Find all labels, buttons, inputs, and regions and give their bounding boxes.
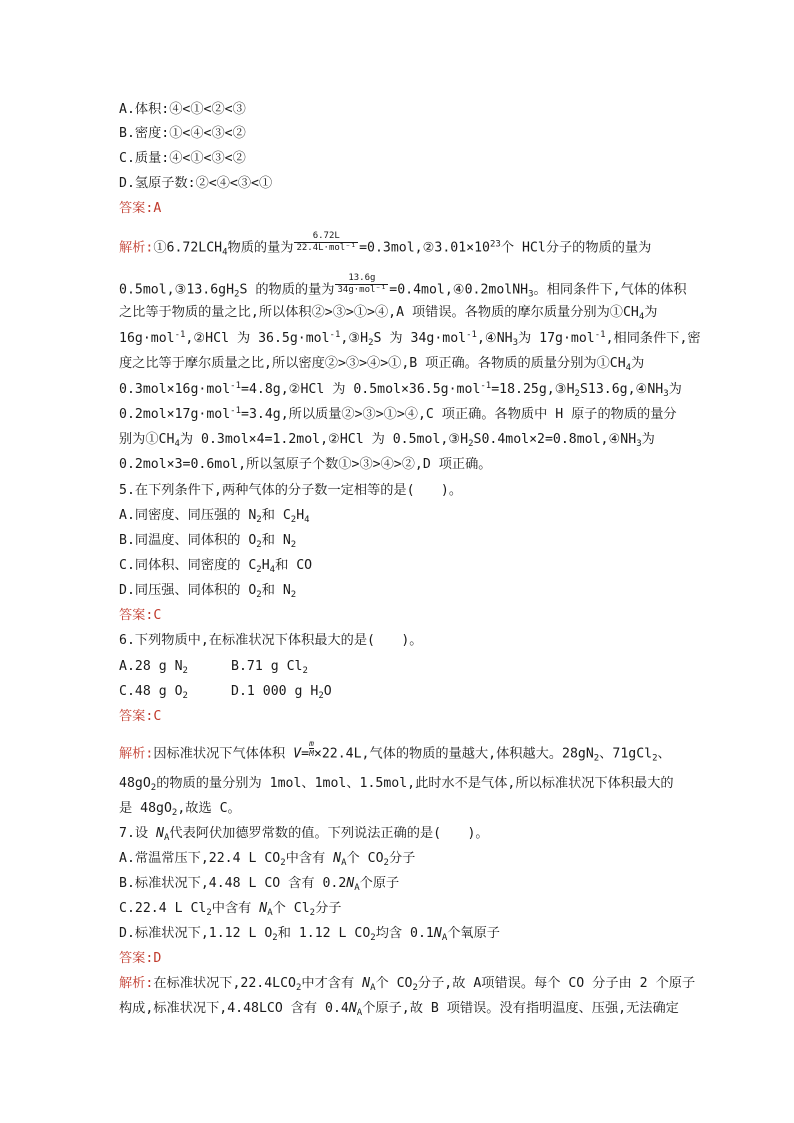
- text: 均含 0.1: [375, 926, 434, 941]
- fraction-denominator: M: [309, 749, 314, 758]
- subscript: 2: [290, 590, 297, 600]
- subscript: 4: [222, 247, 228, 258]
- subscript: 3: [663, 389, 669, 399]
- q6-option-d: [231, 684, 332, 699]
- text: 0.2mol×17g·mol: [119, 407, 231, 422]
- text: 为: [644, 305, 658, 320]
- text: N: [333, 851, 342, 866]
- q6-explanation-line: [119, 774, 674, 794]
- text: ,②HCl 为 36.5g·mol: [185, 331, 330, 346]
- text: 中才含有: [301, 976, 363, 991]
- q5-option-a: [119, 506, 310, 526]
- subscript: 4: [625, 363, 632, 373]
- q6-explanation-line: [119, 739, 671, 765]
- answer-value: C: [153, 709, 162, 724]
- text: A.28 g N: [119, 659, 183, 674]
- text: N: [346, 876, 355, 891]
- text: 的物质的量分别为 1mol、1mol、1.5mol,此时水不是气体,所以标准状况下体积最大的: [156, 776, 674, 791]
- q4-explanation-line: [119, 430, 655, 450]
- q7-answer: [119, 949, 161, 969]
- subscript: 2: [171, 808, 178, 818]
- text: =0.3mol,②3.01×10: [359, 240, 490, 256]
- q5-option-d: [119, 581, 296, 601]
- text: C.48 g O: [119, 684, 183, 699]
- superscript: -1: [174, 330, 186, 340]
- subscript: 4: [304, 515, 310, 525]
- text: 度之比等于摩尔质量之比,所以密度②>③>④>①,B 项正确。各物质的质量分别为①CH: [119, 356, 626, 371]
- subscript: 3: [528, 289, 534, 300]
- answer-label: 答案:: [119, 201, 154, 216]
- text: 0.3mol×16g·mol: [119, 382, 231, 397]
- text: 0.5mol,③13.6gH: [119, 282, 235, 298]
- answer-value: A: [153, 201, 162, 216]
- q7-option-a: [119, 849, 415, 869]
- subscript: 2: [150, 783, 157, 793]
- answer-value: C: [153, 608, 162, 623]
- text: N: [156, 826, 164, 841]
- superscript: -1: [466, 330, 477, 340]
- q6-option-a: [119, 657, 231, 677]
- text: 和 N: [261, 533, 291, 548]
- text: =18.25g,③H: [491, 382, 575, 397]
- subscript: 2: [256, 515, 262, 525]
- q7-option-b: [119, 874, 399, 894]
- text: 个 CO: [346, 851, 384, 866]
- superscript: -1: [480, 381, 492, 391]
- text: 分子,故 A项错误。每个 CO 分子由 2 个原子: [417, 976, 696, 991]
- text: 、: [657, 746, 671, 762]
- text: 为: [668, 382, 682, 397]
- superscript: 23: [489, 239, 501, 250]
- answer-label: 答案:: [119, 709, 154, 724]
- text: C.同体积、同密度的 C: [119, 558, 257, 573]
- fraction-numerator: 13.6g: [348, 273, 376, 283]
- subscript: A: [267, 908, 273, 918]
- text: 分子: [315, 901, 342, 916]
- text: 物质的量为: [227, 240, 294, 256]
- subscript: 2: [256, 590, 262, 600]
- subscript: 2: [468, 439, 474, 449]
- text: D.标准状况下,1.12 L O: [119, 926, 273, 941]
- subscript: 2: [574, 389, 580, 399]
- text: 和 C: [261, 508, 291, 523]
- answer-label: 答案:: [119, 951, 154, 966]
- explanation-label: 解析:: [119, 240, 154, 256]
- subscript: 2: [412, 983, 418, 993]
- text: H: [261, 558, 270, 573]
- text: 个 HCl分子的物质的量为: [500, 240, 652, 256]
- subscript: 2: [370, 933, 376, 943]
- q4-explanation-line: [119, 273, 687, 301]
- text: O: [323, 684, 332, 699]
- fraction: [294, 231, 358, 254]
- subscript: A: [163, 833, 170, 843]
- q4-option-c: C.质量:④<①<③<②: [119, 151, 246, 166]
- fraction-numerator: m: [309, 739, 314, 748]
- text: 个氧原子: [447, 926, 500, 941]
- text: 为 0.3mol×4=1.2mol,②HCl 为 0.5mol,③H: [179, 432, 469, 447]
- q4-explanation-line: [119, 405, 677, 425]
- text: 。相同条件下,气体的体积: [533, 282, 687, 298]
- text: ,故选 C。: [177, 801, 241, 816]
- text: V: [293, 746, 302, 762]
- text: 个 Cl: [272, 901, 310, 916]
- subscript: 2: [368, 338, 374, 348]
- q7-option-d: [119, 924, 500, 944]
- q4-explanation-line: [119, 231, 652, 259]
- text: 之比等于物质的量之比,所以体积②>③>①>④,A 项错误。各物质的摩尔质量分别为①CH: [119, 305, 639, 320]
- text: B.标准状况下,4.48 L CO 含有 0.2: [119, 876, 347, 891]
- q6-answer: [119, 707, 161, 727]
- q6-options-row-2: [119, 682, 332, 702]
- fraction-numerator: 6.72L: [312, 231, 340, 241]
- subscript: 3: [512, 338, 519, 348]
- subscript: A: [356, 1008, 363, 1018]
- text: ×22.4L,气体的物质的量越大,体积越大。28gN: [313, 746, 594, 762]
- text: N: [433, 926, 442, 941]
- text: 为: [631, 356, 645, 371]
- text: 为: [641, 432, 655, 447]
- subscript: 2: [256, 565, 262, 575]
- q4-explanation-line: [119, 380, 682, 400]
- text: 代表阿伏加德罗常数的值。下列说法正确的是( )。: [169, 826, 489, 841]
- q7-option-c: [119, 899, 341, 919]
- q4-option-d: D.氢原子数:②<④<③<①: [119, 176, 273, 191]
- q4-explanation-line: [119, 354, 644, 374]
- text: ,③H: [340, 331, 369, 346]
- subscript: 4: [269, 565, 276, 575]
- explanation-label: 解析:: [119, 746, 154, 762]
- text: H: [296, 508, 305, 523]
- subscript: 2: [182, 691, 188, 701]
- subscript: A: [370, 983, 376, 993]
- q5-answer: [119, 606, 161, 626]
- subscript: A: [354, 883, 360, 893]
- q5-stem: 5.在下列条件下,两种气体的分子数一定相等的是( )。: [119, 483, 463, 498]
- subscript: 2: [318, 691, 324, 701]
- subscript: 2: [234, 289, 240, 300]
- text: 和 1.12 L CO: [277, 926, 371, 941]
- text: 和 N: [261, 583, 291, 598]
- text: B.同温度、同体积的 O: [119, 533, 257, 548]
- text: S 为 34g·mol: [373, 331, 467, 346]
- text: 个原子: [359, 876, 400, 891]
- text: B.71 g Cl: [231, 659, 303, 674]
- text: 是 48gO: [119, 801, 172, 816]
- q4-answer: [119, 199, 161, 219]
- text: S 的物质的量为: [239, 282, 335, 298]
- text: 中含有: [211, 901, 260, 916]
- text: ,④NH: [476, 331, 513, 346]
- text: 和 CO: [275, 558, 313, 573]
- superscript: -1: [230, 381, 241, 391]
- q6-option-b: [231, 659, 308, 674]
- text: C.22.4 L Cl: [119, 901, 207, 916]
- text: 构成,标准状况下,4.48LCO 含有 0.4: [119, 1001, 349, 1016]
- text: 中含有: [285, 851, 334, 866]
- q7-explanation-line: [119, 974, 695, 994]
- superscript: -1: [230, 406, 241, 416]
- subscript: A: [341, 858, 347, 868]
- text: 分子: [388, 851, 416, 866]
- text: 在标准状况下,22.4LCO: [153, 976, 296, 991]
- subscript: 2: [309, 908, 316, 918]
- subscript: 2: [302, 666, 308, 676]
- subscript: 2: [280, 858, 286, 868]
- text: 为 17g·mol: [518, 331, 595, 346]
- fraction-denominator: 34g·mol⁻¹: [337, 285, 387, 295]
- fraction: [335, 273, 388, 296]
- fraction: [309, 739, 314, 758]
- subscript: A: [441, 933, 448, 943]
- superscript: -1: [329, 330, 341, 340]
- subscript: 2: [593, 753, 600, 764]
- q6-explanation-line: [119, 799, 241, 819]
- subscript: 2: [290, 540, 297, 550]
- q5-option-c: [119, 556, 312, 576]
- q4-explanation-line: [119, 303, 657, 323]
- text: N: [348, 1001, 357, 1016]
- superscript: -1: [594, 330, 606, 340]
- q6-option-c: [119, 682, 231, 702]
- text: 16g·mol: [119, 331, 175, 346]
- q4-explanation-line: 0.2mol×3=0.6mol,所以氢原子个数①>③>④>②,D 项正确。: [119, 457, 492, 472]
- text: 、71gCl: [599, 746, 653, 762]
- text: =4.8g,②HCl 为 0.5mol×36.5g·mol: [241, 382, 481, 397]
- q4-explanation-line: [119, 329, 701, 349]
- q4-option-b: B.密度:①<④<③<②: [119, 126, 246, 141]
- subscript: 2: [290, 515, 297, 525]
- subscript: 2: [295, 983, 302, 993]
- fraction-denominator: 22.4L·mol⁻¹: [296, 243, 357, 253]
- q7-stem: [119, 824, 489, 844]
- text: ①6.72LCH: [153, 240, 223, 256]
- subscript: 2: [206, 908, 212, 918]
- text: N: [259, 901, 268, 916]
- text: =0.4mol,④0.2molNH: [389, 282, 529, 298]
- answer-label: 答案:: [119, 608, 154, 623]
- text: D.同压强、同体积的 O: [119, 583, 257, 598]
- text: =3.4g,所以质量②>③>①>④,C 项正确。各物质中 H 原子的物质的量分: [241, 407, 677, 422]
- subscript: 2: [182, 666, 188, 676]
- q4-option-a: A.体积:④<①<②<③: [119, 102, 246, 117]
- subscript: 2: [256, 540, 262, 550]
- q6-stem: 6.下列物质中,在标准状况下体积最大的是( )。: [119, 633, 423, 648]
- q6-options-row-1: [119, 657, 308, 677]
- text: 个原子,故 B 项错误。没有指明温度、压强,无法确定: [362, 1001, 679, 1016]
- text: 7.设: [119, 826, 157, 841]
- text: 因标准状况下气体体积: [153, 746, 294, 762]
- text: A.常温常压下,22.4 L CO: [119, 851, 281, 866]
- answer-value: D: [153, 951, 162, 966]
- text: 别为①CH: [119, 432, 175, 447]
- text: 个 CO: [375, 976, 413, 991]
- subscript: 4: [638, 312, 645, 322]
- text: N: [362, 976, 371, 991]
- explanation-label: 解析:: [119, 976, 154, 991]
- text: =: [301, 746, 310, 762]
- q7-explanation-line: [119, 999, 679, 1019]
- text: A.同密度、同压强的 N: [119, 508, 257, 523]
- text: 48gO: [119, 776, 151, 791]
- text: ,相同条件下,密: [605, 331, 701, 346]
- subscript: 2: [383, 858, 389, 868]
- text: S0.4mol×2=0.8mol,④NH: [473, 432, 637, 447]
- text: S13.6g,④NH: [579, 382, 664, 397]
- text: D.1 000 g H: [231, 684, 319, 699]
- subscript: 4: [174, 439, 180, 449]
- subscript: 2: [272, 933, 278, 943]
- subscript: 3: [636, 439, 642, 449]
- subscript: 2: [652, 753, 658, 764]
- q5-option-b: [119, 531, 296, 551]
